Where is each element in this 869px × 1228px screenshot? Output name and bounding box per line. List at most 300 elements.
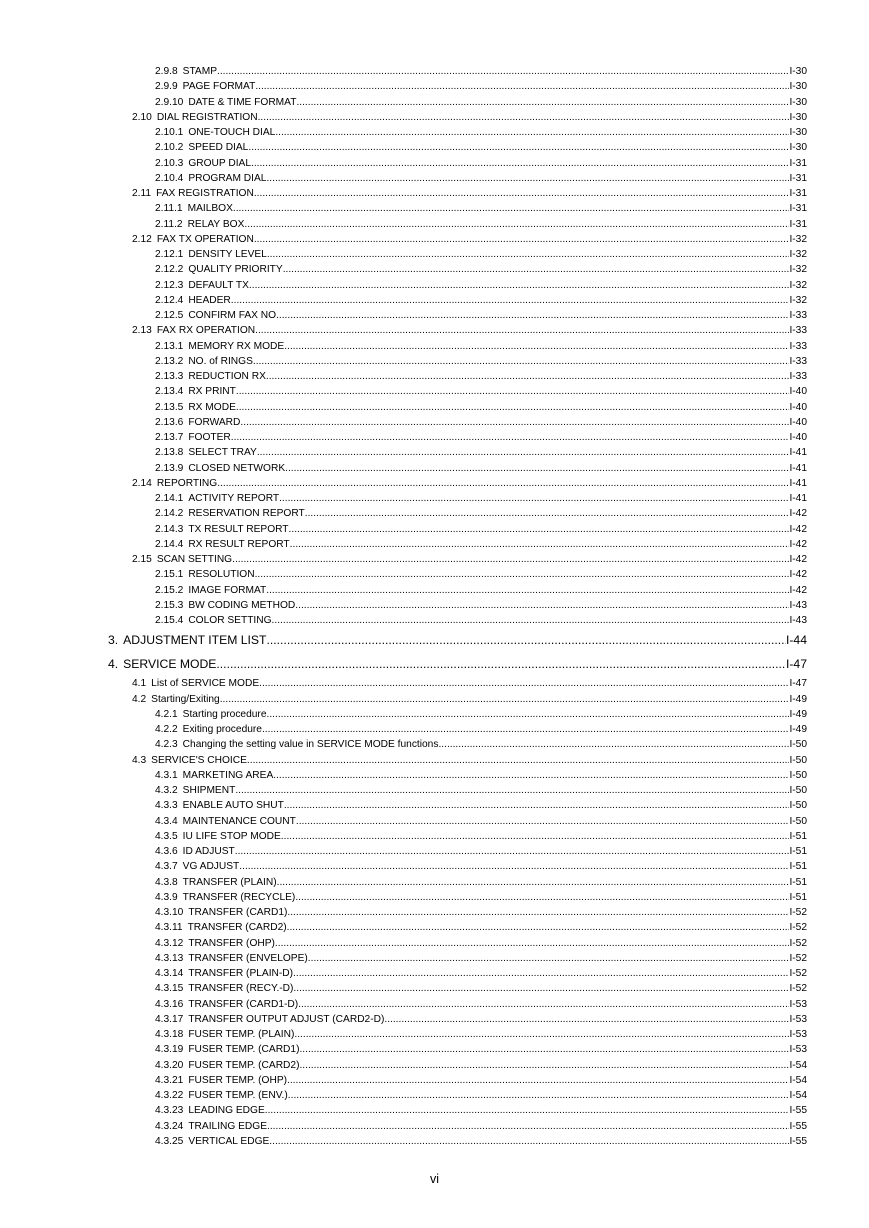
toc-entry-number: 4.3.18: [155, 1029, 184, 1040]
dot-leader: [298, 997, 789, 1012]
toc-entry-title: CONFIRM FAX NO.: [188, 310, 279, 321]
toc-entry[interactable]: [0, 110, 869, 125]
toc-entry-title: TRANSFER (OHP): [188, 937, 275, 949]
dot-leader: [384, 1012, 789, 1027]
dot-leader: [240, 415, 789, 430]
toc-entry-page: I-42: [789, 523, 807, 535]
toc-entry-page: I-32: [789, 294, 807, 306]
toc-entry-number: 2.13.5: [155, 401, 184, 413]
toc-entry-title: ACTIVITY REPORT: [188, 493, 280, 504]
toc-entry[interactable]: [0, 583, 869, 598]
toc-entry-title: IU LIFE STOP MODE: [182, 830, 281, 842]
toc-entry[interactable]: [0, 552, 869, 567]
toc-entry-number: 4.2: [132, 693, 147, 705]
dot-leader: [266, 369, 790, 384]
toc-entry-page: I-41: [789, 477, 807, 489]
toc-entry-title: VERTICAL EDGE: [188, 1135, 270, 1147]
toc-entry-page: I-53: [789, 998, 807, 1010]
toc-entry[interactable]: [0, 737, 869, 752]
toc-entry-page: I-52: [789, 907, 807, 918]
toc-entry-number: 2.12.5: [155, 310, 184, 321]
toc-entry-title: RX MODE: [188, 401, 236, 413]
toc-entry-page: I-52: [789, 937, 807, 949]
toc-entry[interactable]: [0, 966, 869, 981]
toc-entry[interactable]: [0, 844, 869, 859]
toc-entry-page: I-31: [789, 172, 807, 184]
toc-entry-number: 2.11.2: [155, 218, 183, 230]
toc-entry[interactable]: [0, 1012, 869, 1027]
toc-entry-title: RESERVATION REPORT: [188, 508, 305, 520]
dot-leader: [254, 186, 790, 201]
dot-leader: [275, 936, 790, 951]
toc-entry-page: I-49: [789, 724, 807, 735]
toc-entry[interactable]: [0, 278, 869, 293]
toc-entry[interactable]: [0, 1027, 869, 1042]
dot-leader: [216, 652, 786, 676]
toc-entry-number: 4.3.13: [155, 952, 184, 964]
toc-entry-title: ONE-TOUCH DIAL: [188, 127, 276, 138]
toc-entry-page: I-33: [789, 340, 807, 352]
toc-entry-page: I-51: [789, 876, 807, 888]
toc-entry[interactable]: [0, 1042, 869, 1057]
toc-entry-number: 2.12.2: [155, 264, 184, 276]
toc-entry-number: 4.3.9: [155, 891, 178, 903]
toc-entry-number: 4.3.3: [155, 800, 178, 812]
toc-entry-page: I-54: [789, 1059, 807, 1071]
toc-entry-title: MEMORY RX MODE: [188, 340, 285, 352]
dot-leader: [217, 476, 789, 491]
toc-entry[interactable]: [0, 308, 869, 323]
toc-entry-page: I-52: [789, 952, 807, 964]
toc-entry[interactable]: [0, 369, 869, 384]
toc-entry-number: 4.3.23: [155, 1105, 184, 1117]
toc-entry-page: I-43: [789, 599, 807, 611]
toc-entry-page: I-52: [789, 968, 807, 979]
toc-entry-number: 2.15.3: [155, 599, 184, 611]
toc-entry-number: 2.15.1: [155, 569, 184, 581]
toc-entry-title: List of SERVICE MODE: [151, 678, 260, 690]
toc-entry[interactable]: [0, 692, 869, 707]
dot-leader: [287, 905, 789, 920]
dot-leader: [251, 156, 789, 171]
dot-leader: [253, 354, 790, 369]
toc-entry-title: FAX RX OPERATION: [156, 325, 256, 337]
toc-entry-title: DEFAULT TX: [188, 279, 249, 291]
toc-entry[interactable]: [0, 323, 869, 338]
toc-entry[interactable]: [0, 430, 869, 445]
toc-entry-number: 2.14.1: [155, 493, 184, 504]
dot-leader: [266, 583, 789, 598]
toc-entry-number: 4.3.19: [155, 1044, 184, 1056]
toc-entry-page: I-55: [789, 1120, 807, 1132]
dot-leader: [235, 783, 789, 798]
toc-entry-title: ID ADJUST: [182, 846, 235, 857]
dot-leader: [279, 308, 790, 323]
toc-entry-title: SCAN SETTING: [156, 554, 233, 565]
toc-entry-page: I-51: [789, 861, 807, 873]
toc-entry-title: COLOR SETTING: [188, 615, 272, 626]
toc-entry[interactable]: [0, 905, 869, 920]
toc-entry-title: DIAL REGISTRATION: [156, 111, 258, 123]
toc-entry-title: DATE & TIME FORMAT: [188, 96, 297, 108]
toc-entry-title: ADJUSTMENT ITEM LIST: [123, 633, 267, 648]
toc-entry-number: 4.3.11: [155, 922, 183, 934]
toc-entry-number: 2.12: [132, 233, 152, 245]
toc-entry-title: FUSER TEMP. (OHP): [188, 1074, 288, 1086]
toc-entry[interactable]: [0, 814, 869, 829]
toc-entry-number: 3.: [108, 633, 119, 648]
toc-entry-page: I-32: [789, 264, 807, 276]
toc-entry-number: 4.: [108, 657, 119, 672]
toc-entry[interactable]: [0, 829, 869, 844]
dot-leader: [438, 737, 789, 752]
toc-entry[interactable]: [0, 875, 869, 890]
toc-entry-number: 4.3.17: [155, 1013, 184, 1025]
toc-entry-page: I-49: [789, 708, 807, 720]
toc-entry-page: I-55: [789, 1105, 807, 1117]
toc-entry[interactable]: [0, 232, 869, 247]
toc-entry-number: 4.2.3: [155, 739, 178, 751]
toc-entry[interactable]: [0, 125, 869, 140]
dot-leader: [255, 79, 789, 94]
dot-leader: [249, 278, 790, 293]
dot-leader: [284, 798, 790, 813]
toc-entry-page: I-30: [789, 111, 807, 123]
dot-leader: [231, 430, 790, 445]
toc-entry[interactable]: [0, 156, 869, 171]
toc-entry-number: 2.10: [132, 111, 152, 123]
toc-entry-number: 4.3.15: [155, 983, 184, 995]
toc-entry-number: 2.14.4: [155, 538, 184, 550]
toc-entry-title: TRANSFER (ENVELOPE): [188, 952, 308, 964]
dot-leader: [293, 981, 789, 996]
toc-entry-page: I-33: [789, 371, 807, 382]
toc-entry-page: I-30: [789, 127, 807, 138]
toc-entry-page: I-40: [789, 386, 807, 398]
toc-entry-page: I-51: [789, 830, 807, 842]
dot-leader: [272, 613, 790, 628]
toc-entry-title: TRANSFER (CARD2): [187, 922, 287, 934]
dot-leader: [267, 707, 790, 722]
toc-entry-title: CLOSED NETWORK: [188, 462, 286, 474]
toc-entry-number: 4.3.20: [155, 1059, 184, 1071]
toc-entry-title: PAGE FORMAT: [182, 81, 256, 93]
dot-leader: [254, 232, 790, 247]
toc-entry-page: I-31: [789, 188, 807, 199]
toc-entry-page: I-32: [789, 279, 807, 291]
toc-entry[interactable]: [0, 95, 869, 110]
toc-entry-title: SELECT TRAY: [188, 447, 257, 459]
toc-entry-title: FAX TX OPERATION: [156, 233, 254, 245]
dot-leader: [231, 293, 790, 308]
toc-entry-page: I-42: [789, 554, 807, 565]
dot-leader: [262, 722, 789, 737]
toc-entry-number: 4.2.2: [155, 724, 178, 735]
toc-entry-title: GROUP DIAL: [188, 157, 251, 169]
toc-entry-title: DENSITY LEVEL: [188, 249, 267, 260]
toc-entry[interactable]: [0, 491, 869, 506]
toc-entry-number: 2.14.3: [155, 523, 184, 535]
toc-entry[interactable]: [0, 384, 869, 399]
toc-entry[interactable]: [0, 567, 869, 582]
toc-entry-number: 2.10.2: [155, 142, 184, 154]
toc-entry[interactable]: [0, 936, 869, 951]
toc-entry[interactable]: [0, 79, 869, 94]
toc-entry[interactable]: [0, 400, 869, 415]
toc-entry-title: TRANSFER (CARD1): [188, 907, 288, 918]
toc-entry[interactable]: [0, 506, 869, 521]
toc-entry[interactable]: [0, 293, 869, 308]
toc-entry-number: 4.3: [132, 754, 147, 766]
toc-entry[interactable]: [0, 951, 869, 966]
toc-entry-title: TRANSFER (CARD1-D): [188, 998, 299, 1010]
toc-entry-title: TRANSFER (RECYCLE): [182, 891, 296, 903]
dot-leader: [283, 262, 790, 277]
toc-entry-page: I-51: [789, 891, 807, 903]
toc-entry[interactable]: [0, 415, 869, 430]
toc-entry[interactable]: [0, 753, 869, 768]
dot-leader: [236, 384, 790, 399]
toc-entry-number: 4.3.2: [155, 785, 178, 796]
toc-entry[interactable]: [0, 628, 869, 652]
toc-entry-page: I-40: [789, 432, 807, 443]
toc-entry-number: 2.13.6: [155, 416, 184, 428]
toc-entry-title: MARKETING AREA: [182, 769, 274, 781]
toc-entry[interactable]: [0, 783, 869, 798]
toc-entry-title: FAX REGISTRATION: [156, 188, 254, 199]
toc-entry-title: RELAY BOX: [187, 218, 245, 230]
toc-entry-page: I-50: [789, 800, 807, 812]
toc-entry-title: Exiting procedure: [182, 724, 262, 735]
toc-entry[interactable]: [0, 1119, 869, 1134]
toc-entry[interactable]: [0, 798, 869, 813]
toc-entry-title: IMAGE FORMAT: [188, 584, 267, 596]
toc-entry-number: 4.3.25: [155, 1135, 184, 1147]
dot-leader: [255, 567, 790, 582]
dot-leader: [220, 692, 790, 707]
dot-leader: [279, 491, 789, 506]
toc-entry-number: 4.3.14: [155, 968, 184, 979]
toc-entry-number: 2.10.4: [155, 172, 184, 184]
toc-entry-title: SHIPMENT: [182, 785, 236, 796]
toc-entry-number: 4.3.7: [155, 861, 178, 873]
toc-entry-number: 2.15.2: [155, 584, 184, 596]
toc-entry-number: 2.15: [132, 554, 152, 565]
dot-leader: [294, 1027, 789, 1042]
toc-entry[interactable]: [0, 768, 869, 783]
toc-entry-page: I-42: [789, 584, 807, 596]
toc-entry-number: 4.3.8: [155, 876, 178, 888]
toc-entry[interactable]: [0, 262, 869, 277]
dot-leader: [275, 125, 789, 140]
toc-entry-number: 2.10.3: [155, 157, 184, 169]
toc-entry[interactable]: [0, 613, 869, 628]
toc-entry-page: I-41: [789, 493, 807, 504]
toc-entry-title: SERVICE'S CHOICE: [151, 754, 247, 766]
toc-entry-title: HEADER: [188, 294, 231, 306]
toc-entry[interactable]: [0, 1073, 869, 1088]
toc-entry-page: I-31: [789, 218, 807, 230]
toc-entry-page: I-53: [789, 1029, 807, 1040]
dot-leader: [295, 890, 789, 905]
toc-entry-title: REPORTING: [156, 477, 218, 489]
toc-entry-title: RESOLUTION: [188, 569, 255, 581]
toc-entry-title: FOOTER: [188, 432, 231, 443]
dot-leader: [217, 64, 789, 79]
toc-entry-page: I-50: [789, 785, 807, 796]
toc-entry-number: 4.3.21: [155, 1074, 184, 1086]
page-number: vi: [429, 1172, 440, 1186]
toc-entry-page: I-52: [789, 922, 807, 934]
toc-entry[interactable]: [0, 140, 869, 155]
toc-entry[interactable]: [0, 598, 869, 613]
dot-leader: [257, 445, 790, 460]
toc-entry-title: FUSER TEMP. (PLAIN): [188, 1029, 295, 1040]
toc-entry[interactable]: [0, 247, 869, 262]
dot-leader: [267, 247, 790, 262]
toc-entry-page: I-43: [789, 615, 807, 626]
toc-entry-page: I-30: [789, 96, 807, 108]
toc-entry[interactable]: [0, 217, 869, 232]
toc-entry-title: MAINTENANCE COUNT: [182, 815, 296, 827]
toc-entry-number: 4.3.5: [155, 830, 178, 842]
toc-entry-page: I-33: [789, 310, 807, 321]
dot-leader: [235, 844, 790, 859]
toc-entry-number: 2.12.3: [155, 279, 184, 291]
toc-entry-title: Changing the setting value in SERVICE MODE functions: [182, 739, 439, 751]
toc-entry-number: 2.9.8: [155, 66, 178, 77]
toc-entry-title: VG ADJUST: [182, 861, 240, 873]
toc-entry-page: I-42: [789, 569, 807, 581]
toc-entry-title: RX RESULT REPORT: [188, 538, 290, 550]
toc-entry-page: I-50: [789, 739, 807, 751]
toc-entry-number: 2.13.3: [155, 371, 184, 382]
dot-leader: [236, 400, 790, 415]
dot-leader: [288, 1088, 790, 1103]
dot-leader: [296, 95, 789, 110]
toc-entry[interactable]: [0, 1103, 869, 1118]
toc-entry-page: I-51: [789, 846, 807, 857]
toc-entry-title: BW CODING METHOD: [188, 599, 296, 611]
toc-entry[interactable]: [0, 1088, 869, 1103]
dot-leader: [267, 628, 786, 652]
dot-leader: [284, 339, 789, 354]
dot-leader: [239, 859, 789, 874]
toc-entry-page: I-32: [789, 233, 807, 245]
toc-entry-title: STAMP: [182, 66, 218, 77]
toc-entry-number: 2.11: [132, 188, 152, 199]
toc-entry[interactable]: [0, 997, 869, 1012]
dot-leader: [287, 920, 790, 935]
toc-entry-title: PROGRAM DIAL: [188, 172, 267, 184]
dot-leader: [285, 461, 789, 476]
toc-entry-number: 2.13.8: [155, 447, 184, 459]
toc-entry-number: 2.13.7: [155, 432, 184, 443]
dot-leader: [290, 537, 790, 552]
toc-entry-number: 4.1: [132, 678, 147, 690]
dot-leader: [248, 140, 789, 155]
toc-entry-title: FUSER TEMP. (ENV.): [188, 1090, 288, 1101]
toc-entry-number: 2.13.4: [155, 386, 184, 398]
toc-entry[interactable]: [0, 981, 869, 996]
toc-entry-number: 2.14: [132, 477, 152, 489]
toc-entry-number: 4.2.1: [155, 708, 178, 720]
toc-entry[interactable]: [0, 722, 869, 737]
toc-entry-title: TRANSFER (RECY.-D): [188, 983, 294, 995]
toc-entry-page: I-31: [789, 157, 807, 169]
toc-entry[interactable]: [0, 1134, 869, 1149]
toc-entry-number: 2.13.1: [155, 340, 184, 352]
toc-entry-number: 4.3.6: [155, 846, 178, 857]
toc-entry-title: MAILBOX: [187, 203, 233, 215]
toc-entry-title: FUSER TEMP. (CARD1): [188, 1044, 300, 1056]
dot-leader: [308, 951, 790, 966]
toc-entry-number: 2.9.9: [155, 81, 178, 93]
toc-entry[interactable]: [0, 920, 869, 935]
toc-entry[interactable]: [0, 201, 869, 216]
toc-entry[interactable]: [0, 1058, 869, 1073]
toc-entry[interactable]: [0, 171, 869, 186]
dot-leader: [299, 1058, 789, 1073]
toc-entry-number: 2.15.4: [155, 615, 184, 626]
toc-entry-page: I-50: [789, 815, 807, 827]
dot-leader: [244, 217, 789, 232]
toc-entry-number: 2.10.1: [155, 127, 184, 138]
toc-entry-page: I-33: [789, 325, 807, 337]
toc-entry-page: I-41: [789, 447, 807, 459]
toc-entry-page: I-33: [789, 355, 807, 367]
toc-entry[interactable]: [0, 64, 869, 79]
toc-entry-number: 2.13: [132, 325, 152, 337]
toc-entry-page: I-42: [789, 538, 807, 550]
toc-entry[interactable]: [0, 890, 869, 905]
toc-entry[interactable]: [0, 445, 869, 460]
dot-leader: [296, 814, 790, 829]
toc-entry-number: 4.3.16: [155, 998, 184, 1010]
toc-entry-number: 2.13.9: [155, 462, 184, 474]
toc-entry-page: I-50: [789, 769, 807, 781]
toc-entry[interactable]: [0, 707, 869, 722]
toc-entry[interactable]: [0, 476, 869, 491]
toc-entry-page: I-49: [789, 693, 807, 705]
toc-entry-title: Starting/Exiting: [151, 693, 220, 705]
dot-leader: [281, 829, 790, 844]
toc-entry-number: 2.12.1: [155, 249, 184, 260]
toc-entry-title: SPEED DIAL: [188, 142, 249, 154]
toc-entry-title: LEADING EDGE: [188, 1105, 265, 1117]
toc-entry[interactable]: [0, 522, 869, 537]
toc-entry[interactable]: [0, 859, 869, 874]
toc-entry-page: I-40: [789, 401, 807, 413]
toc-entry[interactable]: [0, 339, 869, 354]
toc-entry[interactable]: [0, 461, 869, 476]
toc-entry[interactable]: [0, 354, 869, 369]
toc-entry-title: ENABLE AUTO SHUT: [182, 800, 284, 812]
dot-leader: [266, 171, 789, 186]
toc-entry[interactable]: [0, 537, 869, 552]
dot-leader: [305, 506, 790, 521]
toc-entry[interactable]: [0, 652, 869, 676]
toc-entry[interactable]: [0, 186, 869, 201]
toc-entry-title: TRANSFER (PLAIN): [182, 876, 277, 888]
toc-entry-page: I-41: [789, 462, 807, 474]
toc-entry-number: 2.13.2: [155, 355, 184, 367]
toc-entry-page: I-40: [789, 416, 807, 428]
toc-entry[interactable]: [0, 676, 869, 691]
toc-entry-page: I-47: [789, 678, 807, 690]
dot-leader: [267, 1119, 789, 1134]
toc-entry-page: I-55: [789, 1135, 807, 1147]
